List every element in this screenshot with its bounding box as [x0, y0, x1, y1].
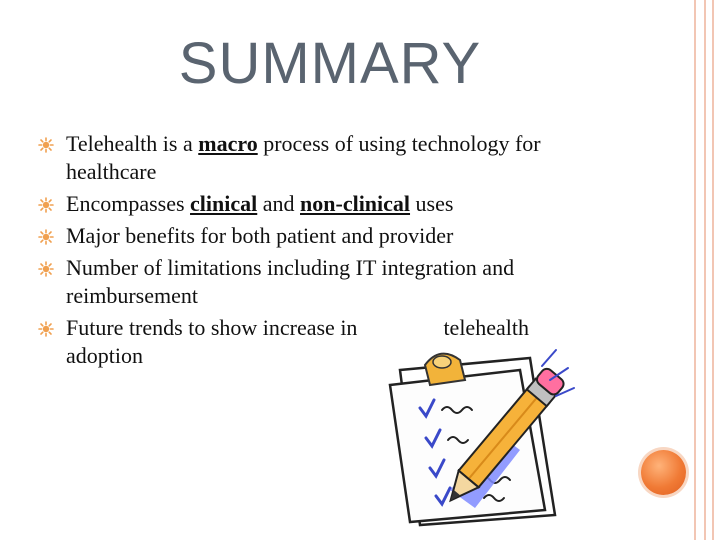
bullet-text: Major benefits for both patient and provider — [66, 223, 454, 248]
bullet-emphasis: clinical — [190, 191, 258, 216]
bullet-text: Encompasses — [66, 191, 191, 216]
bullet-emphasis: macro — [198, 131, 258, 156]
sun-icon — [38, 137, 54, 153]
bullet-text: uses — [410, 191, 454, 216]
bullet-emphasis: non-clinical — [300, 191, 411, 216]
right-border-stripe-3 — [712, 0, 714, 540]
checklist-pencil-icon — [380, 340, 580, 530]
bullet-list — [38, 130, 598, 374]
orange-circle-icon — [641, 450, 686, 495]
bullet-item — [38, 222, 598, 250]
right-border-stripe-2 — [704, 0, 706, 540]
sun-icon — [38, 261, 54, 277]
bullet-text: Future trends to show increase in — [66, 315, 358, 340]
bullet-item — [38, 190, 598, 218]
bullet-text: Number of limitations including IT integration and reimbursement — [66, 255, 515, 308]
bullet-text: telehealth adoption — [66, 315, 529, 368]
slide-title: SUMMARY — [178, 31, 482, 96]
bullet-item — [38, 130, 598, 186]
sun-icon — [38, 321, 54, 337]
bullet-text: Telehealth is a — [66, 131, 199, 156]
bullet-text: and — [257, 191, 301, 216]
sun-icon — [38, 229, 54, 245]
bullet-item — [38, 254, 598, 310]
sun-icon — [38, 197, 54, 213]
right-border-stripe-1 — [694, 0, 696, 540]
bullet-text: process of using technology for healthcare — [66, 131, 541, 184]
